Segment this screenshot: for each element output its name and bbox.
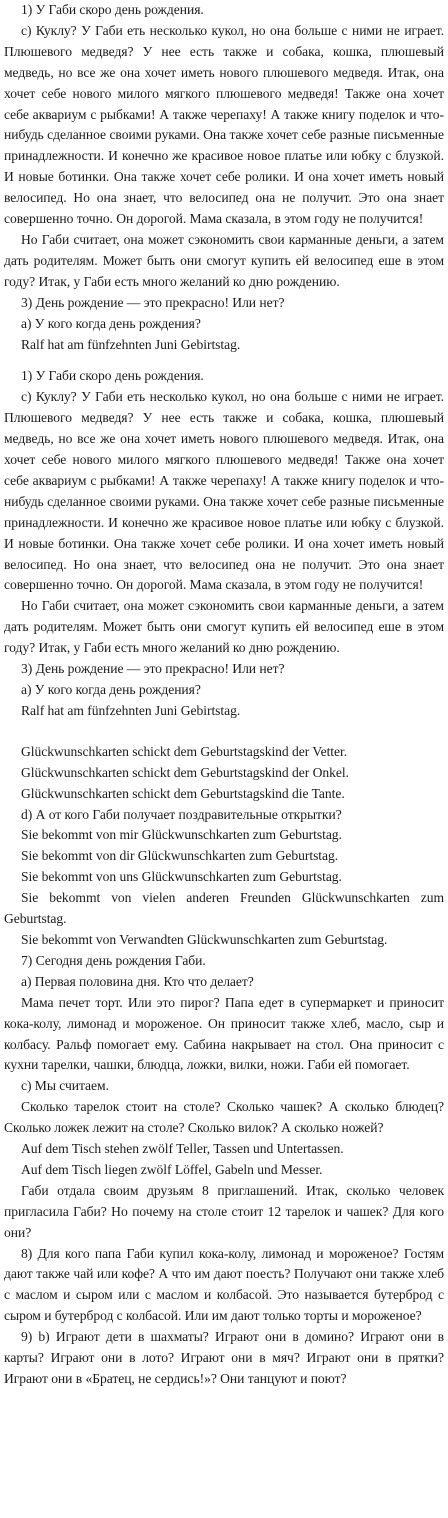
- paragraph: Ralf hat am fünfzehnten Juni Gebirtstag.: [21, 702, 241, 718]
- spacer: [4, 355, 444, 366]
- paragraph: 9) b) Играют дети в шахматы? Играют они в домино? Играют они в карты? Играют они в лото? Играют они в мяч? Играют они в прятки? Играют они в «Братец, не сердись!»? Они танцуют и поют?: [4, 1329, 444, 1386]
- paragraph: 7) Сегодня день рождения Габи.: [21, 952, 206, 968]
- paragraph: Sie bekommt von vielen anderen Freunden Glückwunschkarten zum Geburtstag.: [4, 890, 444, 927]
- text-block-1: [4, 0, 444, 355]
- paragraph: d) А от кого Габи получает поздравительные открытки?: [21, 806, 342, 822]
- paragraph: Auf dem Tisch stehen zwölf Teller, Tassen und Untertassen.: [21, 1141, 344, 1157]
- paragraph: Auf dem Tisch liegen zwölf Löffel, Gabeln und Messer.: [21, 1161, 323, 1177]
- paragraph: Sie bekommt von Verwandten Glückwunschkarten zum Geburtstag.: [21, 931, 388, 947]
- paragraph: 1) У Габи скоро день рождения.: [21, 368, 204, 384]
- paragraph: Ralf hat am fünfzehnten Juni Gebirtstag.: [21, 336, 241, 352]
- paragraph: 3) День рождение — это прекрасно! Или нет?: [21, 661, 285, 677]
- paragraph: с) Куклу? У Габи еть несколько кукол, но она больше с ними не играет. Плюшевого медведя? У нее есть также и собака, кошка, плюшевый медведь, но все же она хочет иметь нового плюшевого медведя. Итак, она хочет себе нового милого мягкого плюшевого медведя! Также она хочет себе аквариум с рыбками! А также черепаху! А также книгу поделок и что-нибудь сделанное своими руками. Она также хочет себе разные письменные принадлежности. И конечно же красивое новое платье или юбку с блузкой. И новые ботинки. Она также хочет себе ролики. И она хочет иметь новый велосипед. Но она знает, что велосипед она не получит. Это она знает совершенно точно. Он дорогой. Мама сказала, в этом году не получится!: [4, 389, 444, 593]
- paragraph: Сколько тарелок стоит на столе? Сколько чашек? А сколько блюдец? Сколько ложек лежит на столе? Сколько вилок? А сколько ножей?: [4, 1099, 444, 1136]
- text-block-3: [4, 742, 444, 1390]
- paragraph: с) Мы считаем.: [21, 1078, 109, 1094]
- text-block-2: [4, 366, 444, 721]
- paragraph: Glückwunschkarten schickt dem Geburtstagskind die Tante.: [21, 785, 345, 801]
- paragraph: Но Габи считает, она может сэкономить свои карманные деньги, а затем дать родителям. Может быть они смогут купить ей велосипед еше в этом году? Итак, у Габи есть много желаний ко дню рождению.: [4, 598, 444, 656]
- paragraph: Glückwunschkarten schickt dem Geburtstagskind der Onkel.: [21, 764, 349, 780]
- paragraph: 8) Для кого папа Габи купил кока-колу, лимонад и мороженое? Гостям дают также чай или кофе? А что им дают поесть? Получают они также хлеб с маслом и сыром или с маслом и колбасой. Это называется бутерброд с сыром и бутерброд с колбасой. Или им дают только торты и мороженое?: [4, 1245, 444, 1324]
- spacer: [4, 722, 444, 742]
- paragraph: Sie bekommt von mir Glückwunschkarten zum Geburtstag.: [21, 827, 342, 843]
- paragraph: а) У кого когда день рождения?: [21, 315, 201, 331]
- paragraph: Габи отдала своим друзьям 8 приглашений. Итак, сколько человек пригласила Габи? Но почему на столе стоит 12 тарелок и чашек? Для кого они?: [4, 1182, 444, 1240]
- paragraph: Sie bekommt von uns Glückwunschkarten zum Geburtstag.: [21, 869, 342, 885]
- paragraph: 1) У Габи скоро день рождения.: [21, 2, 204, 17]
- paragraph: а) Первая половина дня. Кто что делает?: [21, 973, 254, 989]
- paragraph: Мама печет торт. Или это пирог? Папа едет в супермаркет и приносит кока-колу, лимонад и мороженое. Он приносит также хлеб, масло, сыр и колбасу. Ральф помогает ему. Сабина накрывает на стол. Она приносит с кухни тарелки, чашки, блюдца, ложки, вилки, ножи. Габи ей помогает.: [4, 994, 444, 1073]
- paragraph: Но Габи считает, она может сэкономить свои карманные деньги, а затем дать родителям. Может быть они смогут купить ей велосипед еше в этом году? Итак, у Габи есть много желаний ко дню рождению.: [4, 231, 444, 289]
- paragraph: Sie bekommt von dir Glückwunschkarten zum Geburtstag.: [21, 848, 339, 864]
- paragraph: а) У кого когда день рождения?: [21, 682, 201, 697]
- paragraph: с) Куклу? У Габи еть несколько кукол, но она больше с ними не играет. Плюшевого медведя? У нее есть также и собака, кошка, плюшевый медведь, но все же она хочет иметь нового плюшевого медведя. Итак, она хочет себе нового милого мягкого плюшевого медведя! Также она хочет себе аквариум с рыбками! А также черепаху! А также книгу поделок и что-нибудь сделанное своими руками. Она также хочет себе разные письменные принадлежности. И конечно же красивое новое платье или юбку с блузкой. И новые ботинки. Она также хочет себе ролики. И она хочет иметь новый велосипед. Но она знает, что велосипед она не получит. Это она знает совершенно точно. Он дорогой. Мама сказала, в этом году не получится!: [4, 22, 444, 227]
- paragraph: Glückwunschkarten schickt dem Geburtstagskind der Vetter.: [21, 743, 348, 759]
- paragraph: 3) День рождение — это прекрасно! Или нет?: [21, 294, 285, 310]
